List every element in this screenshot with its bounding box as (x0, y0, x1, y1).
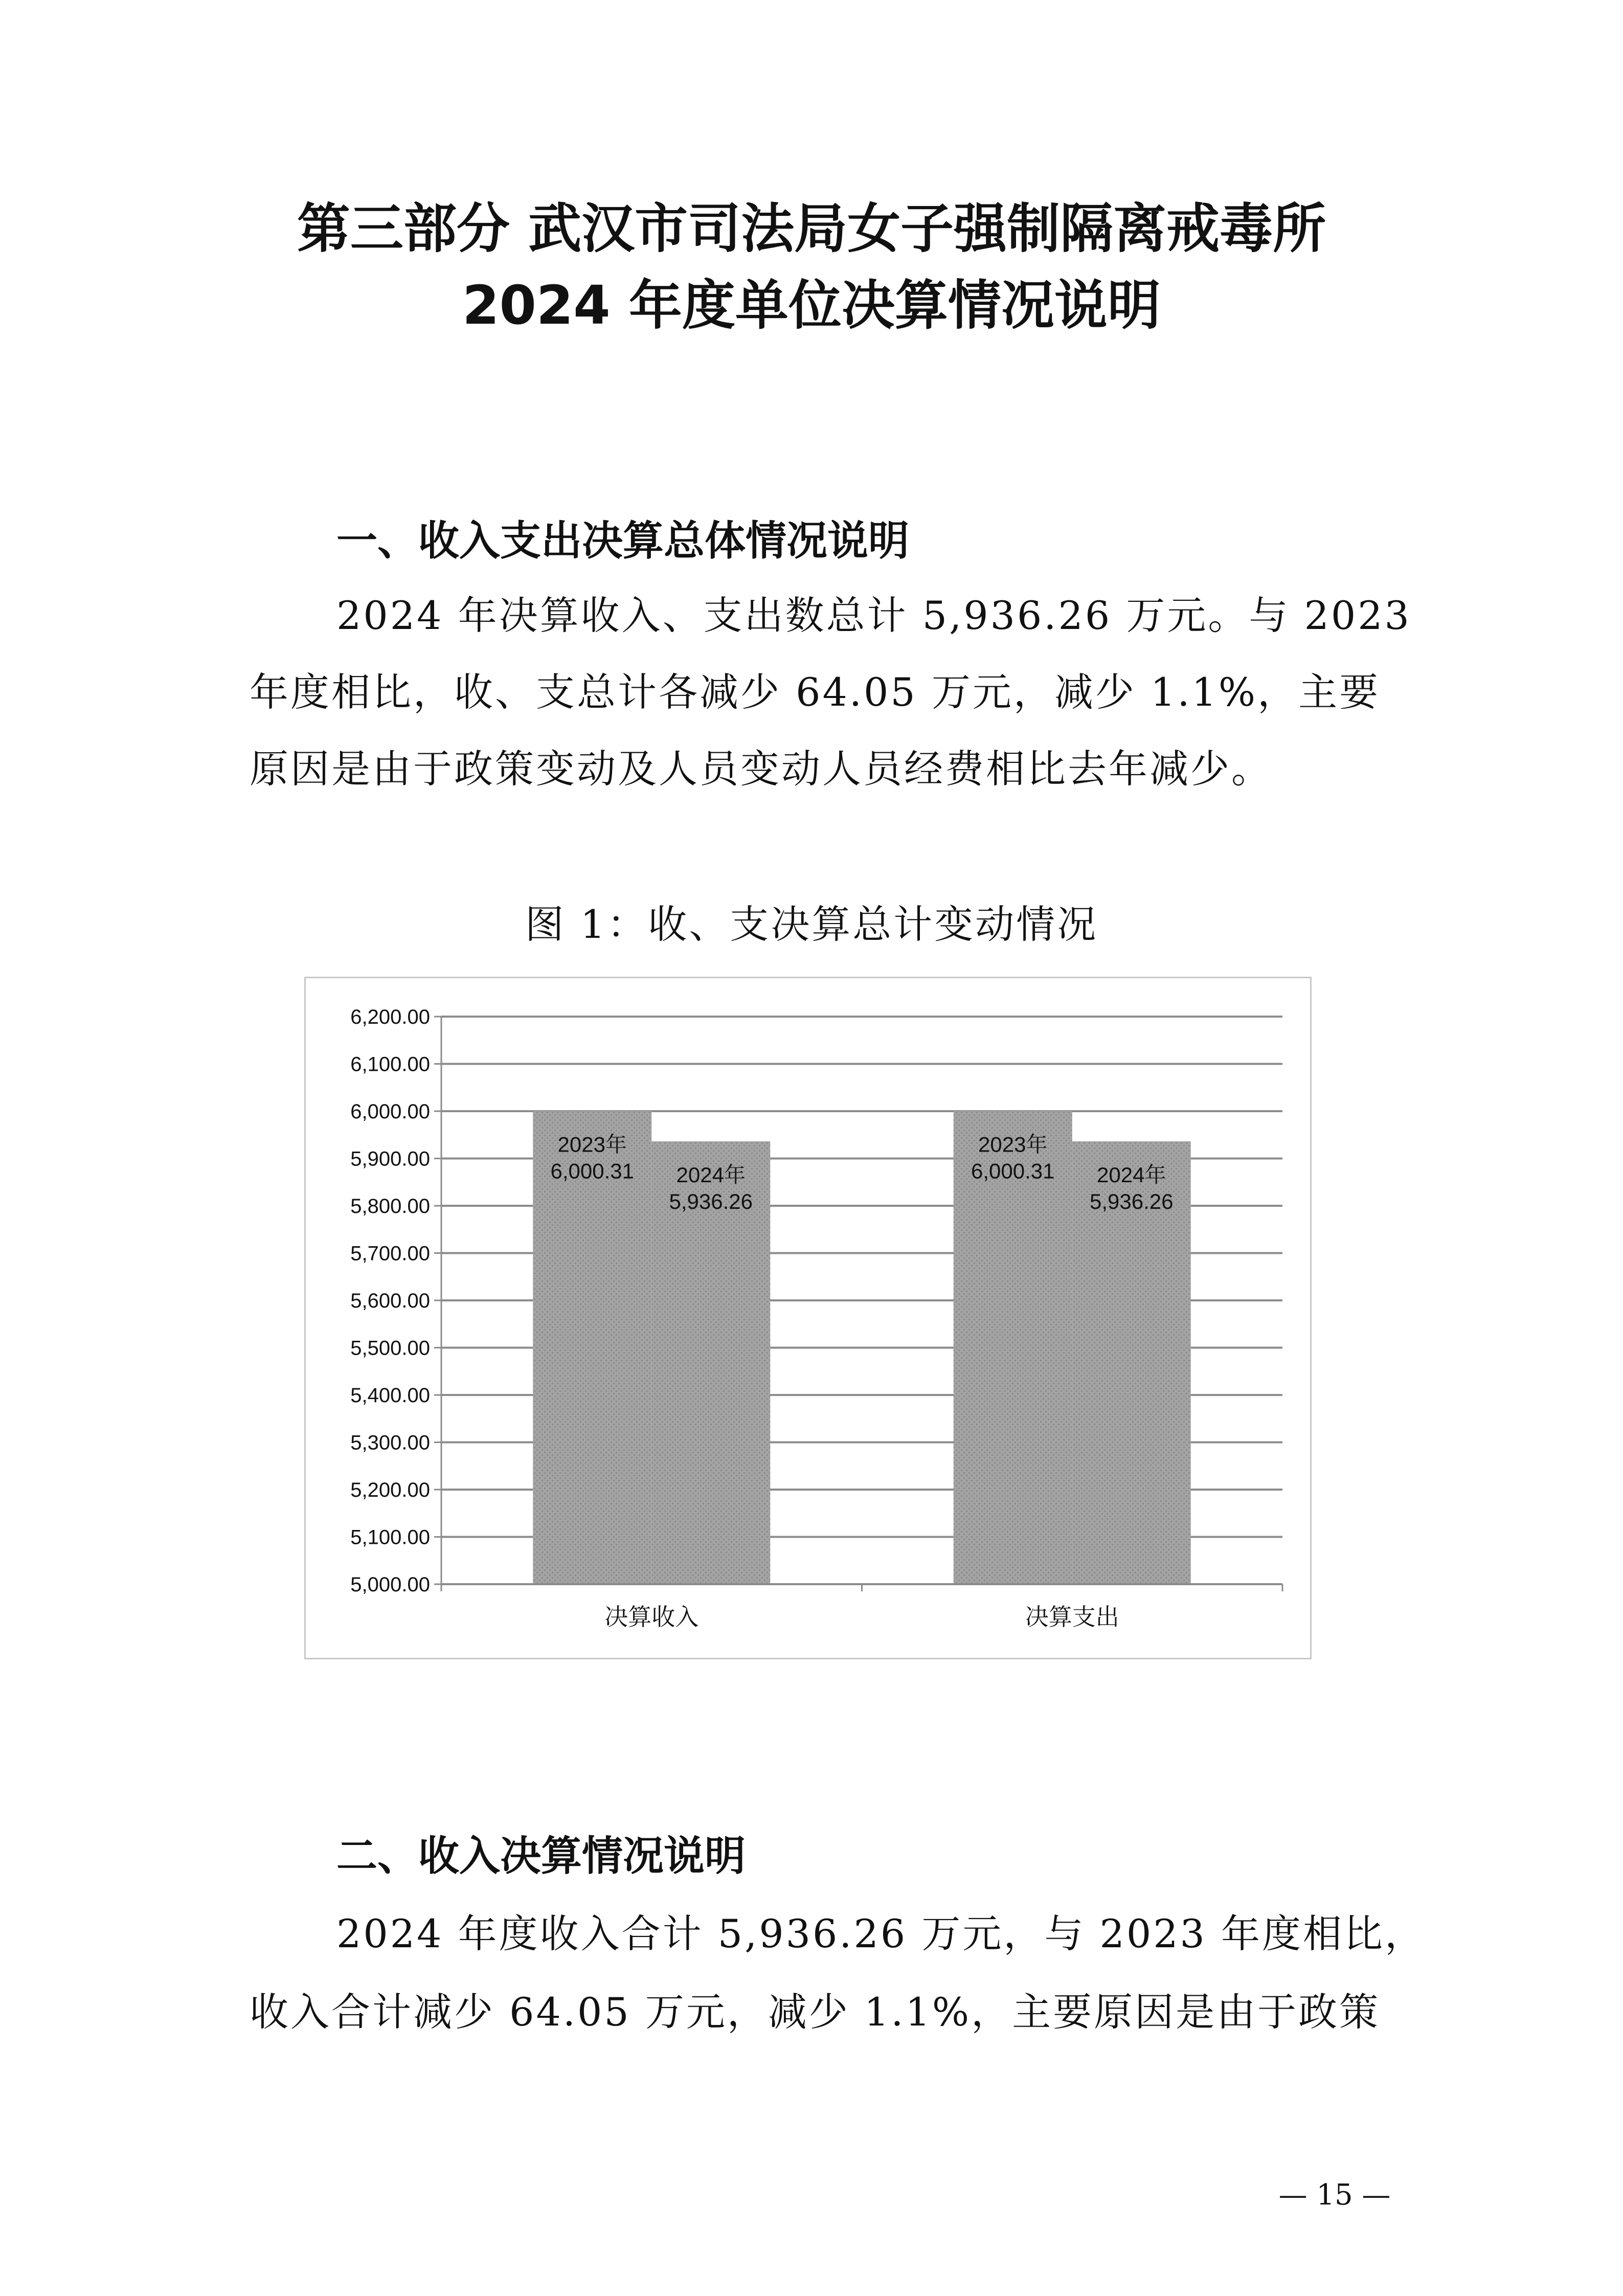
bar-value-label: 5,936.26 (669, 1189, 753, 1213)
y-tick-label: 5,300.00 (350, 1431, 430, 1454)
y-tick-label: 5,100.00 (350, 1526, 430, 1549)
y-tick-label: 5,200.00 (350, 1479, 430, 1501)
bar-series-label: 2023年 (978, 1132, 1048, 1157)
paragraph-line: 2024 年决算收入、支出数总计 5,936.26 万元。与 2023 (336, 593, 1411, 638)
x-category-label: 决算收入 (604, 1603, 699, 1631)
page-title-line-1: 第三部分 武汉市司法局女子强制隔离戒毒所 (297, 197, 1326, 260)
page-number: — 15 — (1278, 2178, 1391, 2212)
section-heading-income-detail: 二、收入决算情况说明 (336, 1832, 746, 1880)
y-tick-label: 5,700.00 (350, 1242, 430, 1265)
bar-value-label: 6,000.31 (971, 1159, 1055, 1183)
paragraph-line: 原因是由于政策变动及人员变动人员经费相比去年减少。 (250, 746, 1272, 792)
bar-chart (306, 978, 1313, 1661)
page-title-line-2: 2024 年度单位决算情况说明 (462, 274, 1161, 336)
y-tick-label: 5,000.00 (350, 1573, 430, 1596)
y-tick-label: 5,900.00 (350, 1147, 430, 1170)
y-tick-label: 5,600.00 (350, 1290, 430, 1312)
bar-series-label: 2023年 (557, 1132, 627, 1157)
section-heading-income-expenditure-overview: 一、收入支出决算总体情况说明 (336, 517, 909, 565)
x-category-label: 决算支出 (1025, 1603, 1119, 1631)
y-tick-label: 6,000.00 (350, 1100, 430, 1123)
bar-series-label: 2024年 (676, 1162, 746, 1187)
y-tick-label: 5,800.00 (350, 1195, 430, 1218)
paragraph-line: 2024 年度收入合计 5,936.26 万元，与 2023 年度相比， (336, 1911, 1426, 1956)
bar-series-label: 2024年 (1097, 1162, 1166, 1187)
y-tick-label: 6,100.00 (350, 1053, 430, 1076)
paragraph-line: 收入合计减少 64.05 万元，减少 1.1%，主要原因是由于政策 (250, 1989, 1381, 2035)
y-tick-label: 5,400.00 (350, 1384, 430, 1407)
chart-frame (304, 977, 1312, 1659)
y-tick-label: 6,200.00 (350, 1006, 430, 1028)
figure-caption: 图 1：收、支决算总计变动情况 (525, 902, 1098, 947)
paragraph-line: 年度相比，收、支总计各减少 64.05 万元，减少 1.1%，主要 (250, 669, 1381, 715)
bar-value-label: 6,000.31 (550, 1159, 634, 1183)
bar-value-label: 5,936.26 (1090, 1189, 1174, 1213)
y-tick-label: 5,500.00 (350, 1337, 430, 1360)
